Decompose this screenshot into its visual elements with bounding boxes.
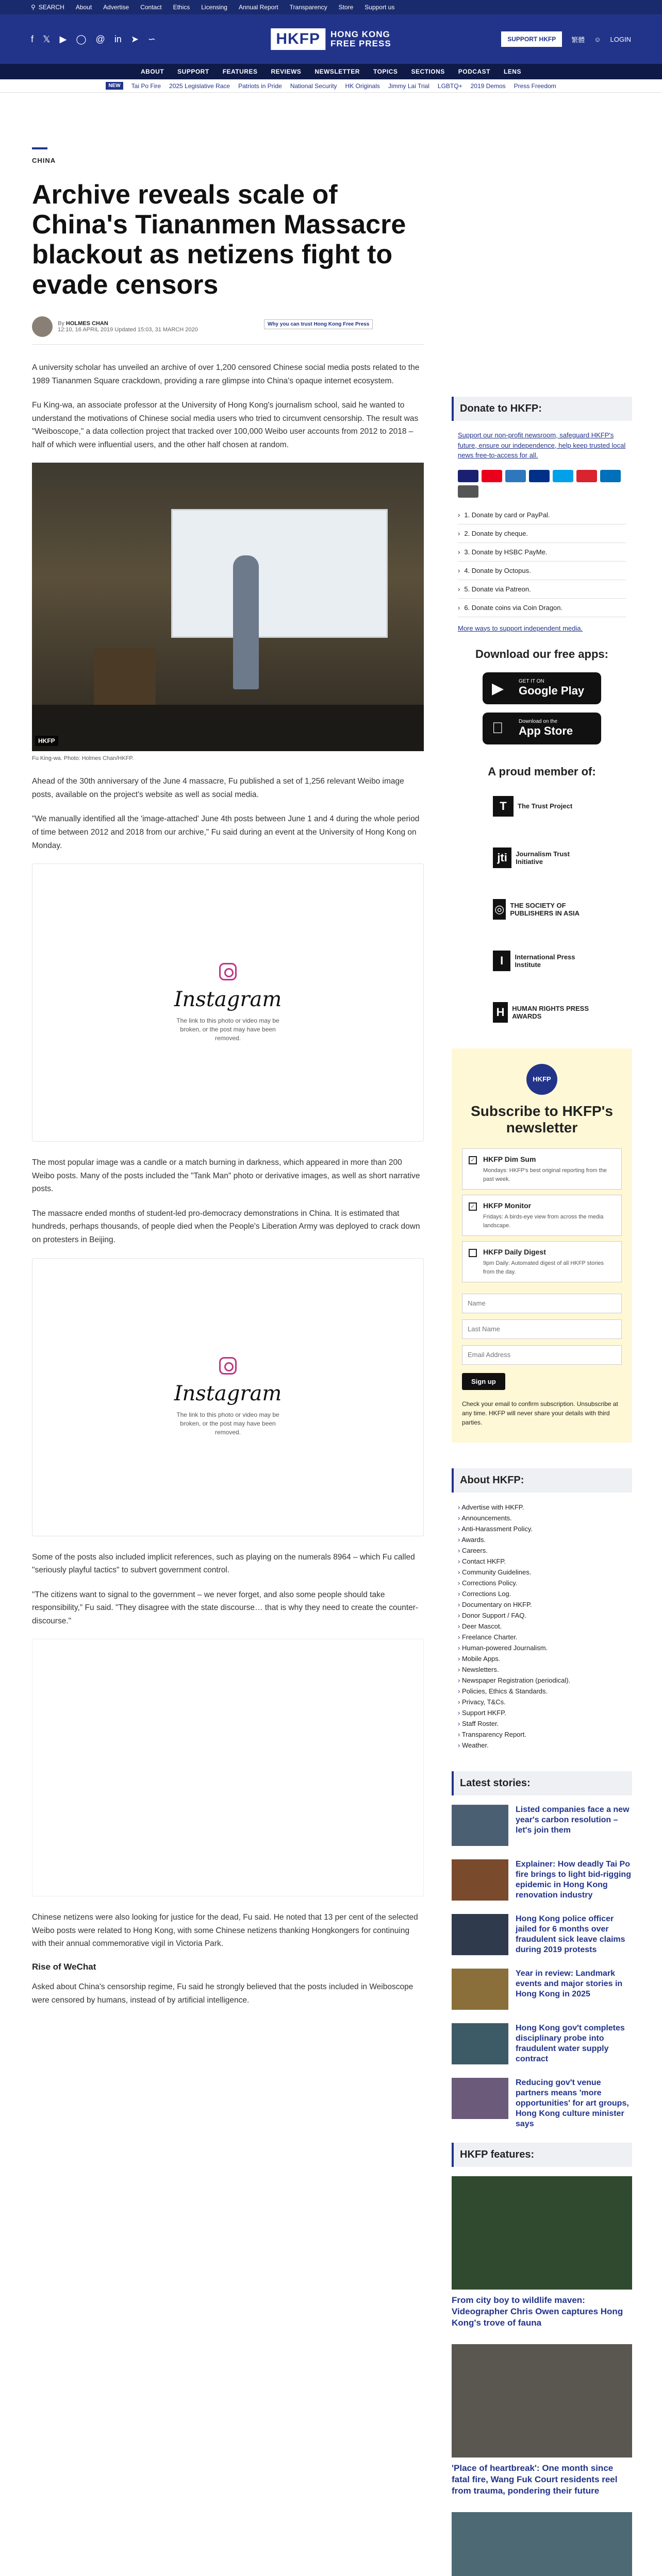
nav-reviews[interactable]: REVIEWS — [271, 68, 302, 75]
instagram-icon — [219, 963, 237, 980]
language-switch[interactable]: 繁體 — [571, 36, 585, 44]
checkbox-checked-icon[interactable]: ✓ — [469, 1156, 477, 1164]
payment-card-icon — [458, 470, 478, 482]
embed-message: The link to this photo or video may be broken, or the post may have been removed. — [176, 1016, 279, 1042]
payment-card-icon — [529, 470, 550, 482]
about-link[interactable]: › Newsletters. — [458, 1664, 626, 1675]
x-twitter-icon[interactable]: 𝕏 — [43, 33, 51, 44]
chevron-right-icon: › — [458, 511, 460, 519]
article-title: Archive reveals scale of China's Tiananmen Massacre blackout as netizens fight to evade censors — [32, 180, 406, 300]
about-link[interactable]: › Anti-Harassment Policy. — [458, 1523, 626, 1534]
top-link-support[interactable]: Support us — [365, 4, 395, 11]
donate-option[interactable]: › 4. Donate by Octopus. — [458, 562, 626, 580]
top-link-advertise[interactable]: Advertise — [103, 4, 129, 11]
donate-options — [452, 506, 632, 617]
embed-message: The link to this photo or video may be broken, or the post may have been removed. — [176, 1411, 279, 1436]
author-name[interactable]: HOLMES CHAN — [65, 320, 108, 327]
about-link[interactable]: › Policies, Ethics & Standards. — [458, 1686, 626, 1697]
article-photo — [32, 463, 424, 751]
nav-support[interactable]: SUPPORT — [177, 68, 209, 75]
about-heading: About HKFP: — [452, 1468, 632, 1493]
photo-caption: Fu King-wa. Photo: Holmes Chan/HKFP. — [32, 755, 134, 762]
paragraph: Fu King-wa, an associate professor at the University of Hong Kong's journalism school, said he wanted to understand the motivations of Chinese social media users who tried to circumvent censorship. The result was "Weiboscope," a data collection project that tracked over 100,000 Weibo user accounts from 2012 to 2018 – half of which were influential users, and the other half chosen at random. — [32, 401, 419, 449]
instagram-embed[interactable] — [32, 863, 424, 1142]
payment-card-icon — [553, 470, 573, 482]
email-field[interactable] — [462, 1345, 622, 1365]
instagram-wordmark: Instagram — [174, 987, 282, 1011]
about-link[interactable]: › Transparency Report. — [458, 1729, 626, 1740]
top-link-licensing[interactable]: Licensing — [201, 4, 227, 11]
hkfp-logo-circle: HKFP — [526, 1064, 557, 1095]
about-link[interactable]: › Awards. — [458, 1534, 626, 1545]
sign-up-button[interactable]: Sign up — [462, 1373, 505, 1390]
trending-link[interactable]: Jimmy Lai Trial — [388, 82, 429, 90]
payment-card-icon — [600, 470, 621, 482]
member-logo[interactable]: jti Journalism Trust Initiative — [493, 842, 591, 873]
about-link[interactable]: › Support HKFP. — [458, 1707, 626, 1718]
paragraph: A university scholar has unveiled an archive of over 1,200 censored Chinese social media posts related to the 1989 Tiananmen Square crackdown, providing a rare glimpse into China's opaque internet ecosystem. — [32, 363, 420, 385]
feature-title[interactable]: From city boy to wildlife maven: Videographer Chris Owen captures Hong Kong's trove of fauna — [452, 2295, 623, 2328]
about-link[interactable]: › Corrections Log. — [458, 1588, 626, 1599]
about-link[interactable]: › Newspaper Registration (periodical). — [458, 1675, 626, 1686]
subscribe-note: Check your email to confirm subscription. Unsubscribe at any time. HKFP will never share your details with third parties. — [462, 1400, 618, 1426]
donate-option[interactable]: › 3. Donate by HSBC PayMe. — [458, 543, 626, 562]
paragraph: Ahead of the 30th anniversary of the June 4 massacre, Fu published a set of 1,256 relevant Weibo image posts, available on the project's website as well as social media. — [32, 777, 404, 799]
top-link-annual-report[interactable]: Annual Report — [238, 4, 278, 11]
donate-option[interactable]: › 1. Donate by card or PayPal. — [458, 506, 626, 524]
instagram-embed[interactable] — [32, 1258, 424, 1536]
search-icon: ⚲ — [31, 4, 36, 11]
facebook-icon[interactable]: f — [31, 33, 34, 44]
instagram-icon — [219, 1357, 237, 1375]
about-link[interactable]: › Corrections Policy. — [458, 1578, 626, 1588]
member-logo[interactable]: ◎ THE SOCIETY OF PUBLISHERS IN ASIA — [493, 894, 591, 925]
about-link[interactable]: › Community Guidelines. — [458, 1567, 626, 1578]
top-link-transparency[interactable]: Transparency — [289, 4, 327, 11]
nav-sections[interactable]: SECTIONS — [411, 68, 445, 75]
trending-link[interactable]: Patriots in Pride — [238, 82, 282, 90]
feature-image[interactable] — [452, 2176, 632, 2290]
support-hkfp-button[interactable]: SUPPORT HKFP — [501, 31, 562, 47]
story-title[interactable]: Year in review: Landmark events and major stories in Hong Kong in 2025 — [516, 1969, 623, 1998]
apple-icon — [492, 720, 504, 737]
threads-icon[interactable]: @ — [95, 33, 105, 44]
jti-icon: jti — [493, 848, 511, 868]
section-heading: Rise of WeChat — [32, 1962, 96, 1972]
site-header — [0, 14, 662, 64]
trending-link[interactable]: National Security — [290, 82, 337, 90]
article-dates: 12:10, 16 APRIL 2019 Updated 15:03, 31 MARCH 2020 — [58, 326, 198, 333]
logo-wordmark: HONG KONG FREE PRESS — [330, 29, 391, 48]
nav-newsletter[interactable]: NEWSLETTER — [315, 68, 360, 75]
login-link[interactable]: LOGIN — [610, 35, 631, 43]
nav-topics[interactable]: TOPICS — [373, 68, 398, 75]
trending-link[interactable]: Tai Po Fire — [131, 82, 161, 90]
instagram-wordmark: Instagram — [174, 1382, 282, 1406]
newsletter-box — [452, 1048, 632, 1443]
article-body — [32, 147, 424, 2018]
checkbox-checked-icon[interactable]: ✓ — [469, 1202, 477, 1211]
about-link[interactable]: › Advertise with HKFP. — [458, 1502, 626, 1513]
empty-embed — [32, 1639, 424, 1896]
top-link-ethics[interactable]: Ethics — [173, 4, 190, 11]
donate-intro: Support our non-profit newsroom, safeguard HKFP's future, ensure our independence, help keep trusted local news free-to-access for all. — [458, 431, 626, 459]
social-links — [31, 34, 156, 45]
chevron-right-icon: › — [458, 566, 460, 574]
donate-option[interactable]: › 6. Donate coins via Coin Dragon. — [458, 599, 626, 617]
top-link-about[interactable]: About — [75, 4, 92, 11]
story-item[interactable] — [452, 1805, 632, 1846]
paragraph: "The citizens want to signal to the government – we never forget, and also some people should take responsibility," Fu said. "They disagree with the state discourse… that is why they need to create the counter-discourse." — [32, 1590, 419, 1625]
latest-stories — [452, 1805, 632, 2129]
trending-link[interactable]: Press Freedom — [514, 82, 556, 90]
feature-stories — [452, 2176, 632, 2576]
story-title[interactable]: Hong Kong police officer jailed for 6 months over fraudulent sick leave claims during 2019 protests — [516, 1914, 625, 1954]
about-link[interactable]: › Privacy, T&Cs. — [458, 1697, 626, 1707]
user-icon[interactable]: ☺ — [594, 35, 601, 43]
feature-item[interactable] — [452, 2512, 632, 2576]
more-ways-link[interactable]: More ways to support independent media. — [458, 624, 583, 632]
story-thumbnail[interactable] — [452, 1859, 508, 1901]
nav-lens[interactable]: LENS — [503, 68, 521, 75]
member-logo[interactable]: I International Press Institute — [493, 945, 591, 976]
about-link[interactable]: › Announcements. — [458, 1513, 626, 1523]
about-link[interactable]: › Donor Support / FAQ. — [458, 1610, 626, 1621]
trending-link[interactable]: HK Originals — [345, 82, 380, 90]
paragraph: "We manually identified all the 'image-attached' June 4th posts between June 1 and 4 during the whole period of time between 2012 and 2018 from our archive," Fu said during an event at the University of Hong Kong on Monday. — [32, 815, 420, 850]
story-thumbnail[interactable] — [452, 2078, 508, 2119]
byline — [32, 316, 424, 345]
nav-about[interactable]: ABOUT — [141, 68, 164, 75]
feature-title[interactable]: 'Place of heartbreak': One month since fatal fire, Wang Fuk Court residents reel from trauma, pondering their future — [452, 2463, 618, 2496]
author-avatar — [32, 316, 53, 337]
article-category[interactable]: CHINA — [32, 157, 56, 164]
telegram-icon[interactable]: ➤ — [130, 33, 139, 44]
logo-mark: HKFP — [271, 28, 325, 50]
story-thumbnail[interactable] — [452, 1805, 508, 1846]
new-badge: NEW — [106, 82, 123, 90]
story-item[interactable] — [452, 1914, 632, 1955]
author-block: By HOLMES CHAN 12:10, 16 APRIL 2019 Updated 15:03, 31 MARCH 2020 — [58, 320, 198, 333]
story-title[interactable]: Reducing gov't venue partners means 'more opportunities' for art groups, Hong Kong culture minister says — [516, 2078, 629, 2128]
google-play-icon: ▶ — [492, 680, 504, 697]
paragraph: The massacre ended months of student-led pro-democracy demonstrations in China. It is estimated that hundreds, perhaps thousands, of people died when the People's Liberation Army was deployed to crack down on protesters in Beijing. — [32, 1209, 420, 1244]
feature-image[interactable] — [452, 2344, 632, 2458]
paragraph: The most popular image was a candle or a match burning in darkness, which appeared in more than 200 Weibo posts. Many of the posts included the "Tank Man" photo or derivative images, as well as short narrative posts. — [32, 1158, 420, 1194]
projector-screen — [171, 509, 388, 638]
google-play-button[interactable]: ▶ GET IT ON Google Play — [483, 672, 601, 704]
story-item[interactable] — [452, 2078, 632, 2129]
trending-bar — [0, 79, 662, 93]
about-link[interactable]: › Documentary on HKFP. — [458, 1599, 626, 1610]
donate-option[interactable]: › 2. Donate by cheque. — [458, 524, 626, 543]
about-link[interactable]: › Deer Mascot. — [458, 1621, 626, 1632]
newsletter-option[interactable]: ✓ HKFP Dim Sum Mondays: HKFP's best original reporting from the past week. — [462, 1148, 622, 1190]
features-heading: HKFP features: — [452, 2143, 632, 2167]
story-thumbnail[interactable] — [452, 1914, 508, 1955]
name-field[interactable] — [462, 1294, 622, 1313]
payment-card-icon — [576, 470, 597, 482]
story-item[interactable] — [452, 2023, 632, 2064]
story-title[interactable]: Hong Kong gov't completes disciplinary probe into fraudulent water supply contract — [516, 2023, 625, 2063]
story-title[interactable]: Explainer: How deadly Tai Po fire brings to light bid-rigging epidemic in Hong Kong renovation industry — [516, 1859, 631, 1900]
trending-link[interactable]: 2019 Demos — [470, 82, 506, 90]
rss-icon[interactable]: ∽ — [147, 33, 156, 44]
donate-heading: Donate to HKFP: — [452, 397, 632, 421]
main-navigation — [0, 64, 662, 79]
chevron-right-icon: › — [458, 603, 460, 612]
top-link-contact[interactable]: Contact — [140, 4, 162, 11]
member-logo[interactable]: H HUMAN RIGHTS PRESS AWARDS — [493, 997, 591, 1028]
payment-card-icon — [505, 470, 526, 482]
nav-features[interactable]: FEATURES — [222, 68, 258, 75]
member-logo[interactable]: T The Trust Project — [493, 791, 591, 822]
payment-card-icon — [458, 485, 478, 498]
stage-floor — [32, 705, 424, 751]
member-heading: A proud member of: — [488, 765, 596, 778]
donate-option[interactable]: › 5. Donate via Patreon. — [458, 580, 626, 599]
about-link[interactable]: › Freelance Charter. — [458, 1632, 626, 1642]
top-utility-bar — [0, 0, 662, 14]
paragraph: Asked about China's censorship regime, Fu said he strongly believed that the posts included in Weiboscope were censored by humans, instead of by artificial intelligence. — [32, 1982, 413, 2005]
feature-item[interactable] — [452, 2344, 632, 2497]
apps-heading: Download our free apps: — [475, 647, 608, 660]
app-store-button[interactable]: Download on the App Store — [483, 713, 601, 744]
trust-link[interactable]: Why you can trust Hong Kong Free Press — [264, 319, 373, 329]
top-link-store[interactable]: Store — [338, 4, 354, 11]
about-link[interactable]: › Careers. — [458, 1545, 626, 1556]
chevron-right-icon: › — [458, 585, 460, 593]
payment-cards — [452, 470, 632, 498]
last-name-field[interactable] — [462, 1319, 622, 1339]
linkedin-icon[interactable]: in — [114, 33, 122, 44]
photo-credit-tag: HKFP — [35, 736, 58, 746]
story-thumbnail[interactable] — [452, 1969, 508, 2010]
search-button[interactable]: ⚲ SEARCH — [31, 4, 64, 11]
story-item[interactable] — [452, 1969, 632, 2010]
trending-link[interactable]: 2025 Legislative Race — [169, 82, 230, 90]
paragraph: Chinese netizens were also looking for justice for the dead, Fu said. He noted that 13 per cent of the selected Weibo posts were related to Hong Kong, with some Chinese netizens thanking Hongkongers for continuing with their annual commemorative vigil in Victoria Park. — [32, 1913, 418, 1948]
instagram-icon[interactable]: ◯ — [76, 33, 87, 44]
trending-link[interactable]: LGBTQ+ — [437, 82, 462, 90]
sopa-icon: ◎ — [493, 899, 506, 920]
payment-card-icon — [482, 470, 502, 482]
youtube-icon[interactable]: ▶ — [59, 33, 67, 44]
sidebar — [452, 397, 632, 2576]
paragraph: Some of the posts also included implicit references, such as playing on the numerals 8964 – which Fu called "seriously playful tactics" to subvert government control. — [32, 1552, 415, 1575]
about-link[interactable]: › Human-powered Journalism. — [458, 1642, 626, 1653]
checkbox-icon[interactable] — [469, 1249, 477, 1257]
trust-project-icon: T — [493, 796, 514, 817]
speaker-figure — [233, 555, 259, 689]
about-link[interactable]: › Contact HKFP. — [458, 1556, 626, 1567]
feature-item[interactable] — [452, 2176, 632, 2329]
about-link[interactable]: › Mobile Apps. — [458, 1653, 626, 1664]
nav-podcast[interactable]: PODCAST — [458, 68, 490, 75]
hrpa-icon: H — [493, 1002, 508, 1023]
story-thumbnail[interactable] — [452, 2023, 508, 2064]
site-logo[interactable] — [271, 28, 391, 50]
story-item[interactable] — [452, 1859, 632, 1901]
chevron-right-icon: › — [458, 529, 460, 537]
newsletter-option[interactable]: ✓ HKFP Monitor Fridays: A birds-eye view from across the media landscape. — [462, 1195, 622, 1236]
latest-heading: Latest stories: — [452, 1771, 632, 1795]
about-link[interactable]: › Weather. — [458, 1740, 626, 1751]
newsletter-option[interactable]: HKFP Daily Digest 9pm Daily: Automated digest of all HKFP stories from the day. — [462, 1241, 622, 1282]
newsletter-heading: Subscribe to HKFP's newsletter — [471, 1103, 613, 1136]
ipi-icon: I — [493, 951, 510, 971]
category-bar — [32, 147, 47, 149]
about-link[interactable]: › Staff Roster. — [458, 1718, 626, 1729]
story-title[interactable]: Listed companies face a new year's carbon resolution – let's join them — [516, 1805, 630, 1835]
feature-image[interactable] — [452, 2512, 632, 2576]
chevron-right-icon: › — [458, 548, 460, 556]
about-links — [452, 1502, 632, 1771]
